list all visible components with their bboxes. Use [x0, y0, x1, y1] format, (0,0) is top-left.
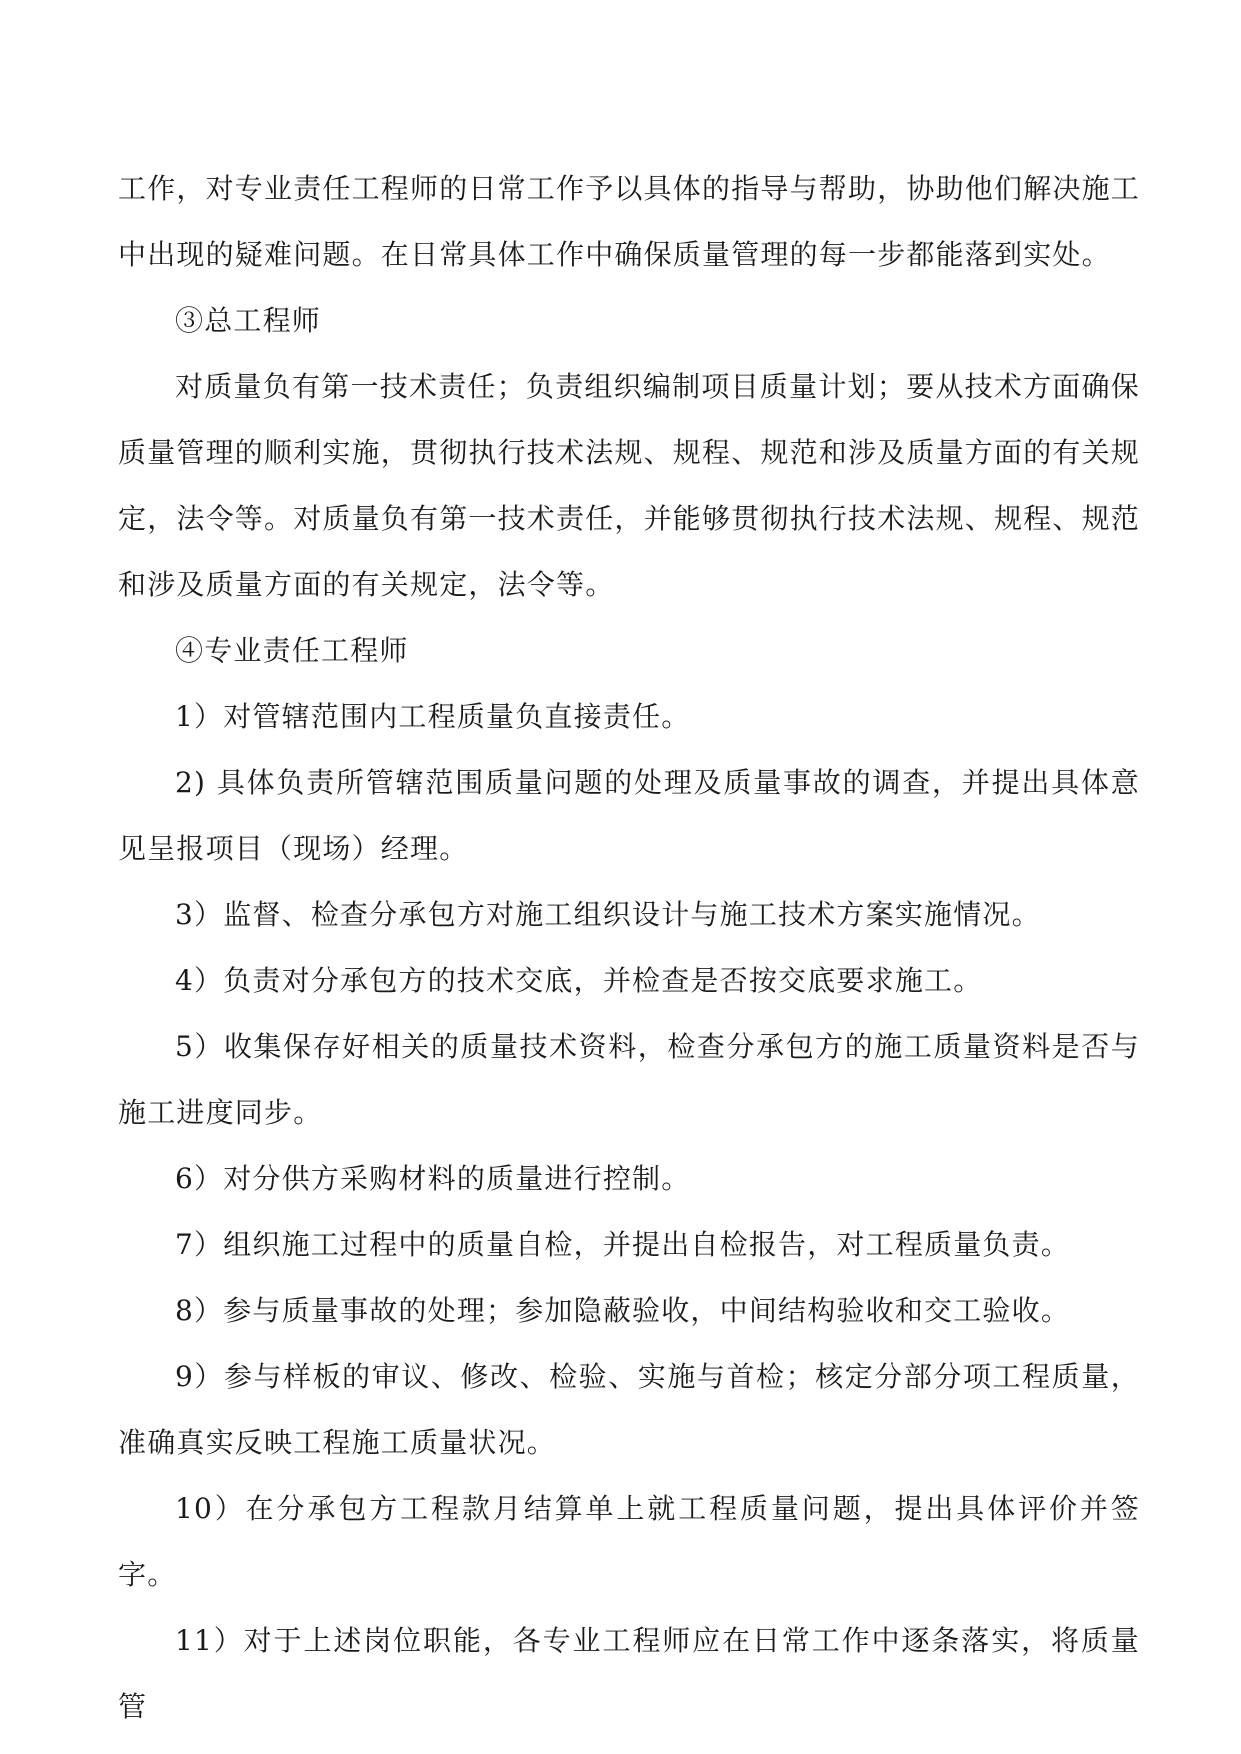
heading-specialty-engineer: ④专业责任工程师: [175, 634, 409, 667]
list-item-10: 10）在分承包方工程款月结算单上就工程质量问题，提出具体评价并签字。: [118, 1492, 1140, 1591]
list-item-5: 5）收集保存好相关的质量技术资料，检查分承包方的施工质量资料是否与施工进度同步。: [118, 1030, 1140, 1129]
list-item-7: 7）组织施工过程中的质量自检，并提出自检报告，对工程质量负责。: [175, 1228, 1071, 1261]
document-body: [118, 156, 1140, 1740]
paragraph-continuation: 工作，对专业责任工程师的日常工作予以具体的指导与帮助，协助他们解决施工中出现的疑难问题。在日常具体工作中确保质量管理的每一步都能落到实处。: [118, 172, 1141, 271]
list-item-3: 3）监督、检查分承包方对施工组织设计与施工技术方案实施情况。: [175, 898, 1041, 931]
list-item-1: 1）对管辖范围内工程质量负直接责任。: [175, 700, 691, 733]
list-item-8: 8）参与质量事故的处理；参加隐蔽验收，中间结构验收和交工验收。: [175, 1294, 1071, 1327]
list-item-2: 2) 具体负责所管辖范围质量问题的处理及质量事故的调查，并提出具体意见呈报项目（现场）经理。: [118, 766, 1140, 865]
list-item-9: 9）参与样板的审议、修改、检验、实施与首检；核定分部分项工程质量，准确真实反映工程施工质量状况。: [118, 1360, 1140, 1459]
list-item-11: 11）对于上述岗位职能，各专业工程师应在日常工作中逐条落实，将质量管: [118, 1624, 1140, 1723]
paragraph-chief-engineer-duties: 对质量负有第一技术责任；负责组织编制项目质量计划；要从技术方面确保质量管理的顺利实施，贯彻执行技术法规、规程、规范和涉及质量方面的有关规定，法令等。对质量负有第一技术责任，并能够贯彻执行技术法规、规程、规范和涉及质量方面的有关规定，法令等。: [118, 370, 1141, 601]
list-item-6: 6）对分供方采购材料的质量进行控制。: [175, 1162, 691, 1195]
list-item-4: 4）负责对分承包方的技术交底，并检查是否按交底要求施工。: [175, 964, 983, 997]
heading-chief-engineer: ③总工程师: [175, 304, 322, 337]
